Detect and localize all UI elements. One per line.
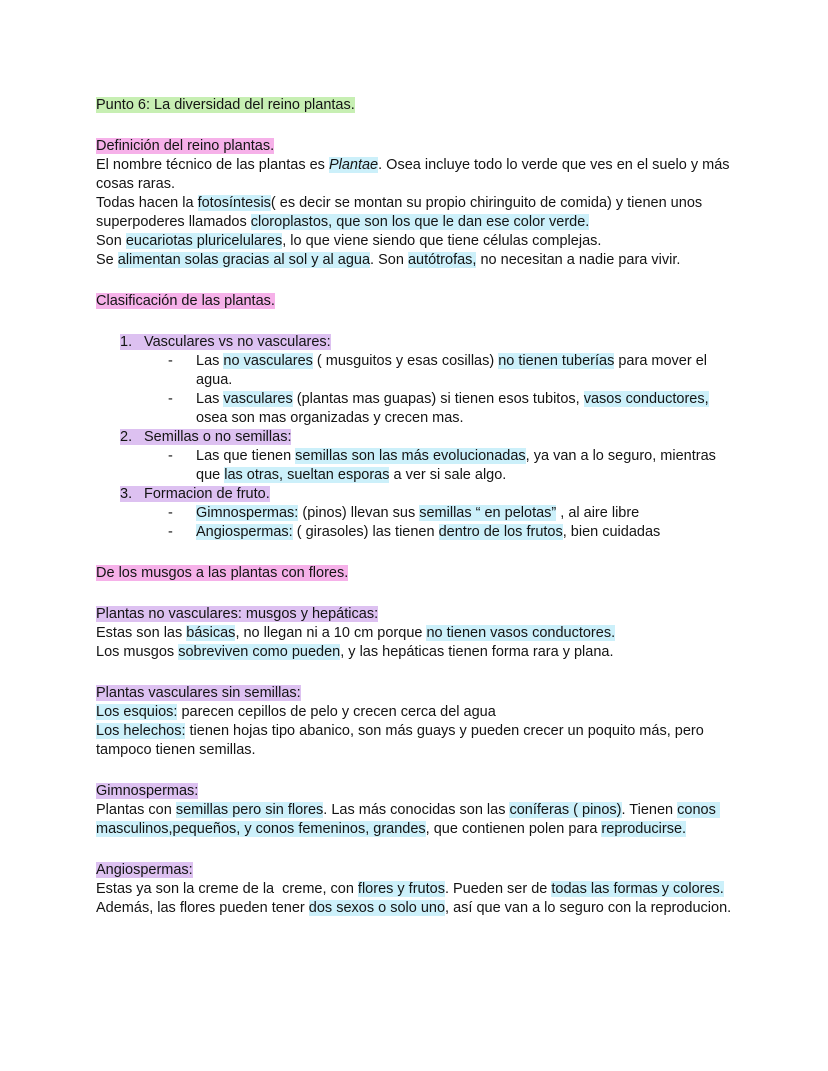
- text-run: . Osea incluye todo lo verde que ves en el suelo y más cosas raras.: [96, 157, 734, 192]
- highlighted-text: todas las formas y colores.: [551, 881, 724, 897]
- numbered-list-item: [96, 485, 738, 504]
- text-run: ( es decir se montan su propio chiringuito de comida) y tienen unos superpoderes llamados: [96, 195, 707, 230]
- highlighted-text: dos sexos o solo uno: [308, 900, 446, 916]
- text-run: Las: [196, 391, 224, 407]
- text-run: parecen cepillos de pelo y crecen cerca del agua: [177, 704, 496, 720]
- blank-line: [96, 662, 738, 684]
- list-item-label: Vasculares vs no vasculares:: [144, 334, 331, 350]
- paragraph: [96, 194, 738, 232]
- heading-angiospermas: Angiospermas:: [96, 862, 193, 878]
- paragraph: [96, 251, 738, 270]
- highlighted-text: semillas “ en pelotas”: [419, 505, 557, 521]
- dash-list-item: [96, 447, 738, 485]
- text-run: (pinos) llevan sus: [298, 505, 420, 521]
- highlighted-text: eucariotas pluricelulares: [125, 233, 283, 249]
- heading-line: [96, 684, 738, 703]
- highlighted-text: semillas son las más evolucionadas: [295, 448, 526, 464]
- blank-line: [96, 760, 738, 782]
- heading-gimnospermas: Gimnospermas:: [96, 783, 199, 799]
- text-run: para mover el agua.: [196, 353, 712, 388]
- heading-line: [96, 137, 738, 156]
- text-run: , y las hepáticas tienen forma rara y plana.: [340, 644, 614, 660]
- highlighted-text: Los helechos:: [96, 723, 186, 739]
- highlighted-text: coníferas ( pinos): [509, 802, 622, 818]
- heading-plantas-no-vasculares: Plantas no vasculares: musgos y hepáticas:: [96, 606, 379, 622]
- list-item-label: Semillas o no semillas:: [144, 429, 292, 445]
- list-item-text: [120, 429, 291, 445]
- paragraph: [96, 156, 738, 194]
- blank-line: [96, 839, 738, 861]
- heading-line: [96, 782, 738, 801]
- text-run: ( girasoles) las tienen: [292, 524, 439, 540]
- numbered-list-item: [96, 333, 738, 352]
- text-run: , lo que viene siendo que tiene células complejas.: [282, 233, 602, 249]
- text-run: Las que tienen: [196, 448, 296, 464]
- paragraph: [96, 703, 738, 722]
- title-punto-6: Punto 6: La diversidad del reino plantas.: [96, 97, 355, 113]
- highlighted-text: sobreviven como pueden: [178, 644, 341, 660]
- highlighted-text: conos masculinos,pequeños, y conos femeninos, grandes: [96, 802, 720, 837]
- dash-bullet: -: [168, 353, 173, 369]
- text-run: Las: [196, 353, 224, 369]
- highlighted-text: flores y frutos: [357, 881, 445, 897]
- blank-line: [96, 583, 738, 605]
- text-run: El nombre técnico de las plantas es: [96, 157, 329, 173]
- dash-bullet: -: [168, 391, 173, 407]
- highlighted-text: vasculares: [223, 391, 293, 407]
- highlighted-text: Gimnospermas:: [196, 505, 299, 521]
- text-run: Estas son las: [96, 625, 187, 641]
- text-run: . Tienen: [621, 802, 678, 818]
- paragraph: [96, 801, 738, 839]
- text-run: , bien cuidadas: [562, 524, 661, 540]
- heading-definicion: Definición del reino plantas.: [96, 138, 275, 154]
- dash-bullet: -: [168, 448, 173, 464]
- highlighted-text: reproducirse.: [601, 821, 687, 837]
- paragraph: [96, 232, 738, 251]
- highlighted-text: no tienen vasos conductores.: [426, 625, 616, 641]
- text-run: Plantas con: [96, 802, 176, 818]
- text-run: . Pueden ser de: [444, 881, 552, 897]
- text-run: no necesitan a nadie para vivir.: [476, 252, 681, 268]
- heading-line: [96, 564, 738, 583]
- dash-list-item: [96, 390, 738, 428]
- text-run: Estas ya son la creme de la creme, con: [96, 881, 358, 897]
- dash-list-item: [96, 504, 738, 523]
- text-run: ( musguitos y esas cosillas): [312, 353, 499, 369]
- highlighted-text: no vasculares: [223, 353, 313, 369]
- highlighted-text: Los esquios:: [96, 704, 178, 720]
- list-number: 1.: [120, 334, 133, 350]
- blank-line: [96, 270, 738, 292]
- dash-bullet: -: [168, 524, 173, 540]
- highlighted-text: las otras, sueltan esporas: [224, 467, 390, 483]
- paragraph: [96, 624, 738, 643]
- heading-line: [96, 96, 738, 115]
- numbered-list-item: [96, 428, 738, 447]
- text-run: . Son: [370, 252, 408, 268]
- text-run: osea son mas organizadas y crecen mas.: [196, 391, 713, 426]
- heading-line: [96, 861, 738, 880]
- text-run: Se: [96, 252, 118, 268]
- text-run: . Las más conocidas son las: [323, 802, 510, 818]
- list-number: 3.: [120, 486, 133, 502]
- highlighted-text: vasos conductores,: [583, 391, 709, 407]
- heading-clasificacion: Clasificación de las plantas.: [96, 293, 275, 309]
- text-run: Todas hacen la: [96, 195, 198, 211]
- heading-plantas-vasculares-sin-semillas: Plantas vasculares sin semillas:: [96, 685, 301, 701]
- text-run: Además, las flores pueden tener: [96, 881, 728, 916]
- text-run: a ver si sale algo.: [389, 467, 507, 483]
- list-number: 2.: [120, 429, 133, 445]
- dash-bullet: -: [168, 505, 173, 521]
- blank-line: [96, 311, 738, 333]
- heading-de-los-musgos: De los musgos a las plantas con flores.: [96, 565, 349, 581]
- text-run: , que contienen polen para: [425, 821, 602, 837]
- text-run: Los musgos: [96, 644, 179, 660]
- highlighted-text: dentro de los frutos: [438, 524, 563, 540]
- paragraph: [96, 722, 738, 760]
- text-run: , no llegan ni a 10 cm porque: [235, 625, 427, 641]
- paragraph: [96, 643, 738, 662]
- highlighted-text: fotosíntesis: [197, 195, 271, 211]
- highlighted-text: básicas: [186, 625, 236, 641]
- text-run: , ya van a lo seguro, mientras que: [196, 448, 720, 483]
- text-run: Son: [96, 233, 126, 249]
- highlighted-text: autótrofas,: [407, 252, 477, 268]
- highlighted-text: alimentan solas gracias al sol y al agua: [117, 252, 371, 268]
- highlighted-text: semillas pero sin flores: [175, 802, 324, 818]
- blank-line: [96, 542, 738, 564]
- list-item-text: [120, 334, 331, 350]
- dash-list-item: [96, 523, 738, 542]
- text-run: tienen hojas tipo abanico, son más guays y pueden crecer un poquito más, pero tampoco tienen semillas.: [96, 723, 708, 758]
- blank-line: [96, 115, 738, 137]
- list-item-label: Formacion de fruto.: [144, 486, 270, 502]
- dash-list-item: [96, 352, 738, 390]
- highlighted-text: Angiospermas:: [196, 524, 293, 540]
- paragraph: [96, 880, 738, 918]
- list-item-text: [120, 486, 270, 502]
- text-run: , así que van a lo seguro con la reproducion.: [445, 900, 732, 916]
- highlighted-text: cloroplastos, que son los que le dan ese color verde.: [250, 214, 590, 230]
- highlighted-text: Plantae: [328, 157, 379, 173]
- highlighted-text: no tienen tuberías: [498, 353, 615, 369]
- heading-line: [96, 605, 738, 624]
- text-run: , al aire libre: [556, 505, 640, 521]
- text-run: (plantas mas guapas) si tienen esos tubitos,: [292, 391, 584, 407]
- heading-line: [96, 292, 738, 311]
